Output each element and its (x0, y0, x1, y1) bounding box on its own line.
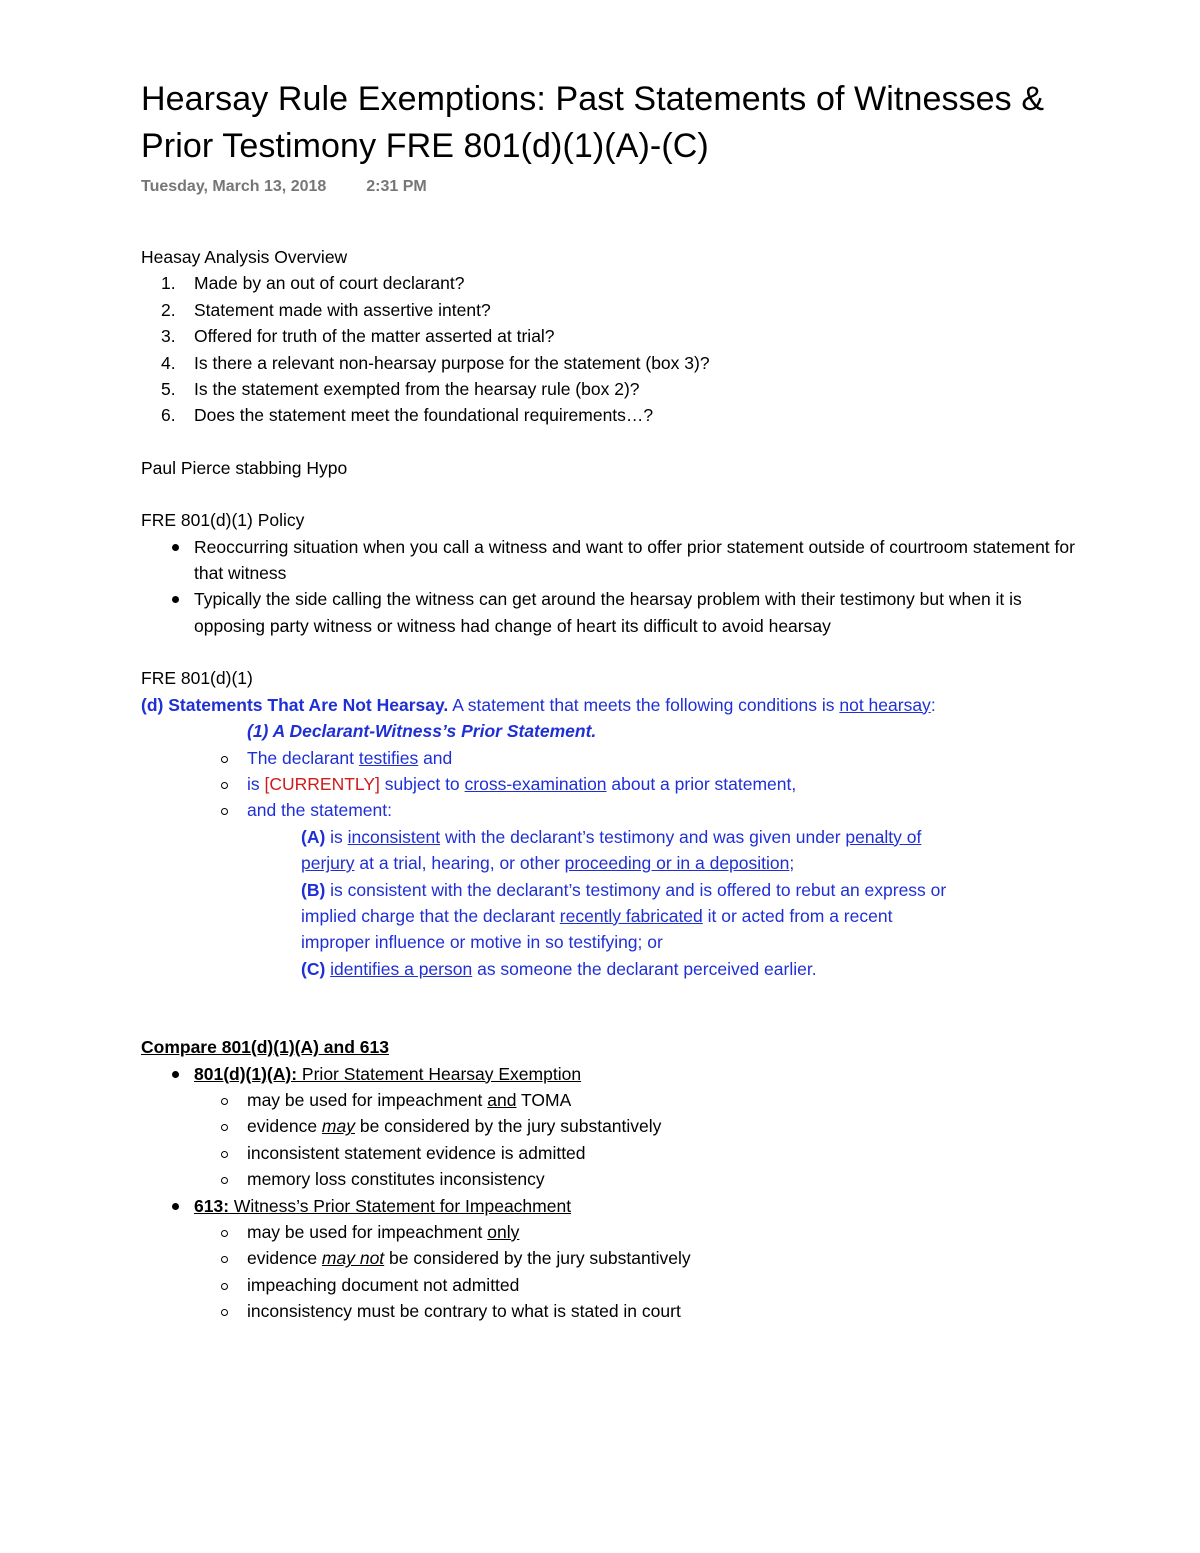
overview-heading: Heasay Analysis Overview (141, 247, 348, 267)
note-page (141, 76, 1081, 1325)
rule-heading: FRE 801(d)(1) (141, 668, 253, 689)
rule-1-line: (1) A Declarant-Witness’s Prior Statement. (247, 721, 597, 742)
compare-list (141, 1061, 1081, 1325)
circle-bullet-icon (221, 782, 228, 789)
bullet-icon (172, 1203, 179, 1210)
circle-bullet-icon (221, 1230, 228, 1237)
list-item: may be used for impeachment only (141, 1219, 1081, 1245)
list-item: inconsistent statement evidence is admitted (141, 1140, 1081, 1166)
bullet-icon (172, 1071, 179, 1078)
bullet-icon (172, 544, 179, 551)
bullet-icon (172, 596, 179, 603)
overview-steps (141, 270, 1081, 428)
note-body (141, 244, 1081, 1325)
list-item: is [CURRENTLY] subject to cross-examination about a prior statement, (141, 771, 1081, 797)
note-date: Tuesday, March 13, 2018 (141, 178, 327, 195)
compare-heading: Compare 801(d)(1)(A) and 613 (141, 1037, 389, 1058)
circle-bullet-icon (221, 1309, 228, 1316)
list-item: 1. Made by an out of court declarant? (161, 273, 465, 294)
list-item: 4. Is there a relevant non-hearsay purpose for the statement (box 3)? (161, 352, 710, 373)
list-item: may be used for impeachment and TOMA (141, 1087, 1081, 1113)
list-item: The declarant testifies and (141, 745, 1081, 771)
rule-b: (B) is consistent with the declarant’s testimony and is offered to rebut an express or implied charge that the declarant recently fabricated it or acted from a recent improper influence or motive in so testifying; or (301, 879, 947, 953)
rule-text (141, 692, 1081, 982)
title-line-2: Prior Testimony FRE 801(d)(1)(A)-(C) (141, 127, 709, 165)
list-item: 3. Offered for truth of the matter asserted at trial? (161, 326, 555, 347)
rule-d-line: (d) Statements That Are Not Hearsay. A statement that meets the following conditions is not hearsay: (141, 694, 936, 715)
circle-bullet-icon (221, 1124, 228, 1131)
rule-conditions (141, 745, 1081, 824)
list-item: and the statement: (141, 797, 1081, 823)
list-item: 2. Statement made with assertive intent? (161, 299, 491, 320)
list-item: impeaching document not admitted (141, 1272, 1081, 1298)
list-item: 801(d)(1)(A): Prior Statement Hearsay Exemption may be used for impeachment and TOMA evidence may be considered by the jury substantively inconsistent statement evidence is admitted memory loss constitutes inconsistency (141, 1061, 1081, 1193)
circle-bullet-icon (221, 1177, 228, 1184)
list-item: Reoccurring situation when you call a witness and want to offer prior statement outside of courtroom statement for that witness (141, 534, 1081, 587)
rule-a: (A) is inconsistent with the declarant’s testimony and was given under penalty of perjury at a trial, hearing, or other proceeding or in a deposition; (301, 826, 922, 874)
list-item: 613: Witness’s Prior Statement for Impeachment may be used for impeachment only evidence may not be considered by the jury substantively impeaching document not admitted inconsistency must be contrary to what is stated in court (141, 1193, 1081, 1325)
circle-bullet-icon (221, 1151, 228, 1158)
title-line-1: Hearsay Rule Exemptions: Past Statements of Witnesses & (141, 80, 1045, 118)
page-title (141, 76, 1081, 170)
list-item: 5. Is the statement exempted from the hearsay rule (box 2)? (161, 379, 640, 400)
policy-bullets (141, 534, 1081, 640)
list-item: evidence may not be considered by the jury substantively (141, 1245, 1081, 1271)
rule-c: (C) identifies a person as someone the declarant perceived earlier. (301, 958, 817, 979)
hypo-heading: Paul Pierce stabbing Hypo (141, 457, 348, 478)
note-time: 2:31 PM (366, 178, 427, 195)
list-item: memory loss constitutes inconsistency (141, 1166, 1081, 1192)
circle-bullet-icon (221, 756, 228, 763)
list-item: inconsistency must be contrary to what is stated in court (141, 1298, 1081, 1324)
circle-bullet-icon (221, 1283, 228, 1290)
list-item: Typically the side calling the witness can get around the hearsay problem with their testimony but when it is opposing party witness or witness had change of heart its difficult to avoid hearsay (141, 586, 1081, 639)
circle-bullet-icon (221, 808, 228, 815)
circle-bullet-icon (221, 1098, 228, 1105)
list-item: 6. Does the statement meet the foundational requirements…? (161, 405, 654, 426)
note-timestamp (141, 178, 1081, 196)
circle-bullet-icon (221, 1256, 228, 1263)
policy-heading: FRE 801(d)(1) Policy (141, 510, 305, 531)
list-item: evidence may be considered by the jury substantively (141, 1113, 1081, 1139)
